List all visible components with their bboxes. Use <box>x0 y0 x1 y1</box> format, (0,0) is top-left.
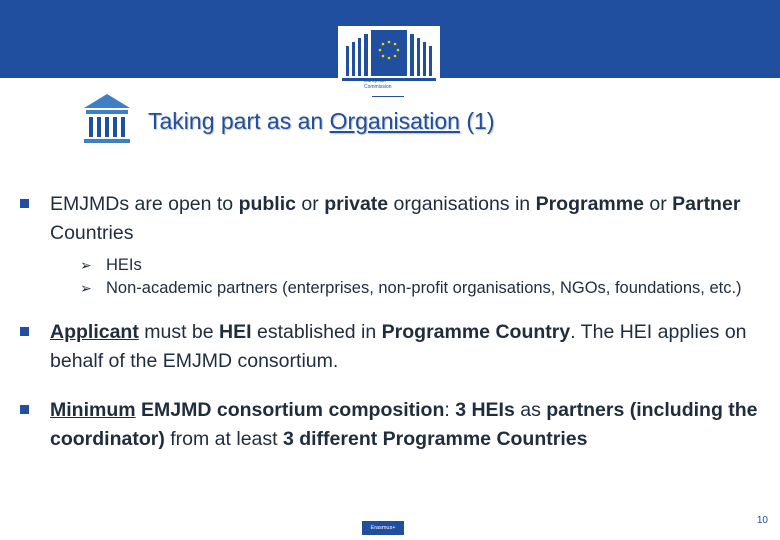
sub-item-text: Non-academic partners (enterprises, non-profit organisations, NGOs, foundations, etc.) <box>106 279 742 297</box>
bullet-text: organisations in <box>388 193 536 215</box>
title-underlined: Organisation <box>329 108 460 134</box>
bullet-text: Minimum <box>50 399 136 421</box>
sub-list-item <box>50 277 765 300</box>
bullet-list <box>20 190 765 454</box>
bullet-text: or <box>643 193 673 215</box>
square-bullet-icon <box>20 327 29 336</box>
bullet-text: . The HEI applies on behalf of the EMJMD consortium. <box>50 321 747 372</box>
bullet-text: partners (including the coordinator) <box>50 399 758 450</box>
arrow-bullet-icon: ➢ <box>80 257 92 273</box>
page-title: Taking part as an Organisation (1) <box>148 108 495 134</box>
sub-list <box>50 254 765 300</box>
bullet-text: : <box>444 399 456 421</box>
bullet-item <box>20 318 765 376</box>
bullet-text: 3 HEIs <box>455 399 515 421</box>
bullet-text: 3 different Programme Countries <box>282 428 588 450</box>
bullet-text: Partner <box>672 193 741 215</box>
bullet-text: private <box>324 193 389 215</box>
sub-item-text: HEIs <box>106 256 142 274</box>
bullet-text: HEI <box>219 321 252 343</box>
bullet-item <box>20 396 765 454</box>
bullet-text: established in <box>251 321 382 343</box>
bullet-text: Applicant <box>50 321 139 343</box>
bullet-text: as <box>514 399 547 421</box>
institution-building-icon <box>78 90 136 148</box>
bullet-text: Programme <box>535 193 644 215</box>
bullet-text: EMJMDs are open to <box>50 193 239 215</box>
bullet-text: public <box>238 193 296 215</box>
erasmus-plus-logo: Erasmus+ <box>362 521 404 535</box>
square-bullet-icon <box>20 199 29 208</box>
bullet-text: or <box>296 193 325 215</box>
bullet-text: must be <box>138 321 220 343</box>
title-row <box>78 90 698 150</box>
sub-list-item <box>50 254 765 277</box>
arrow-bullet-icon: ➢ <box>80 280 92 296</box>
bullet-text: from at least <box>164 428 283 450</box>
bullet-text: Programme Country <box>381 321 571 343</box>
square-bullet-icon <box>20 405 29 414</box>
bullet-text: EMJMD consortium composition <box>135 399 445 421</box>
bullet-text: Countries <box>50 222 134 244</box>
bullet-item <box>20 190 765 300</box>
page-number: 10 <box>756 515 768 526</box>
logo-label: European Commission <box>364 78 392 90</box>
